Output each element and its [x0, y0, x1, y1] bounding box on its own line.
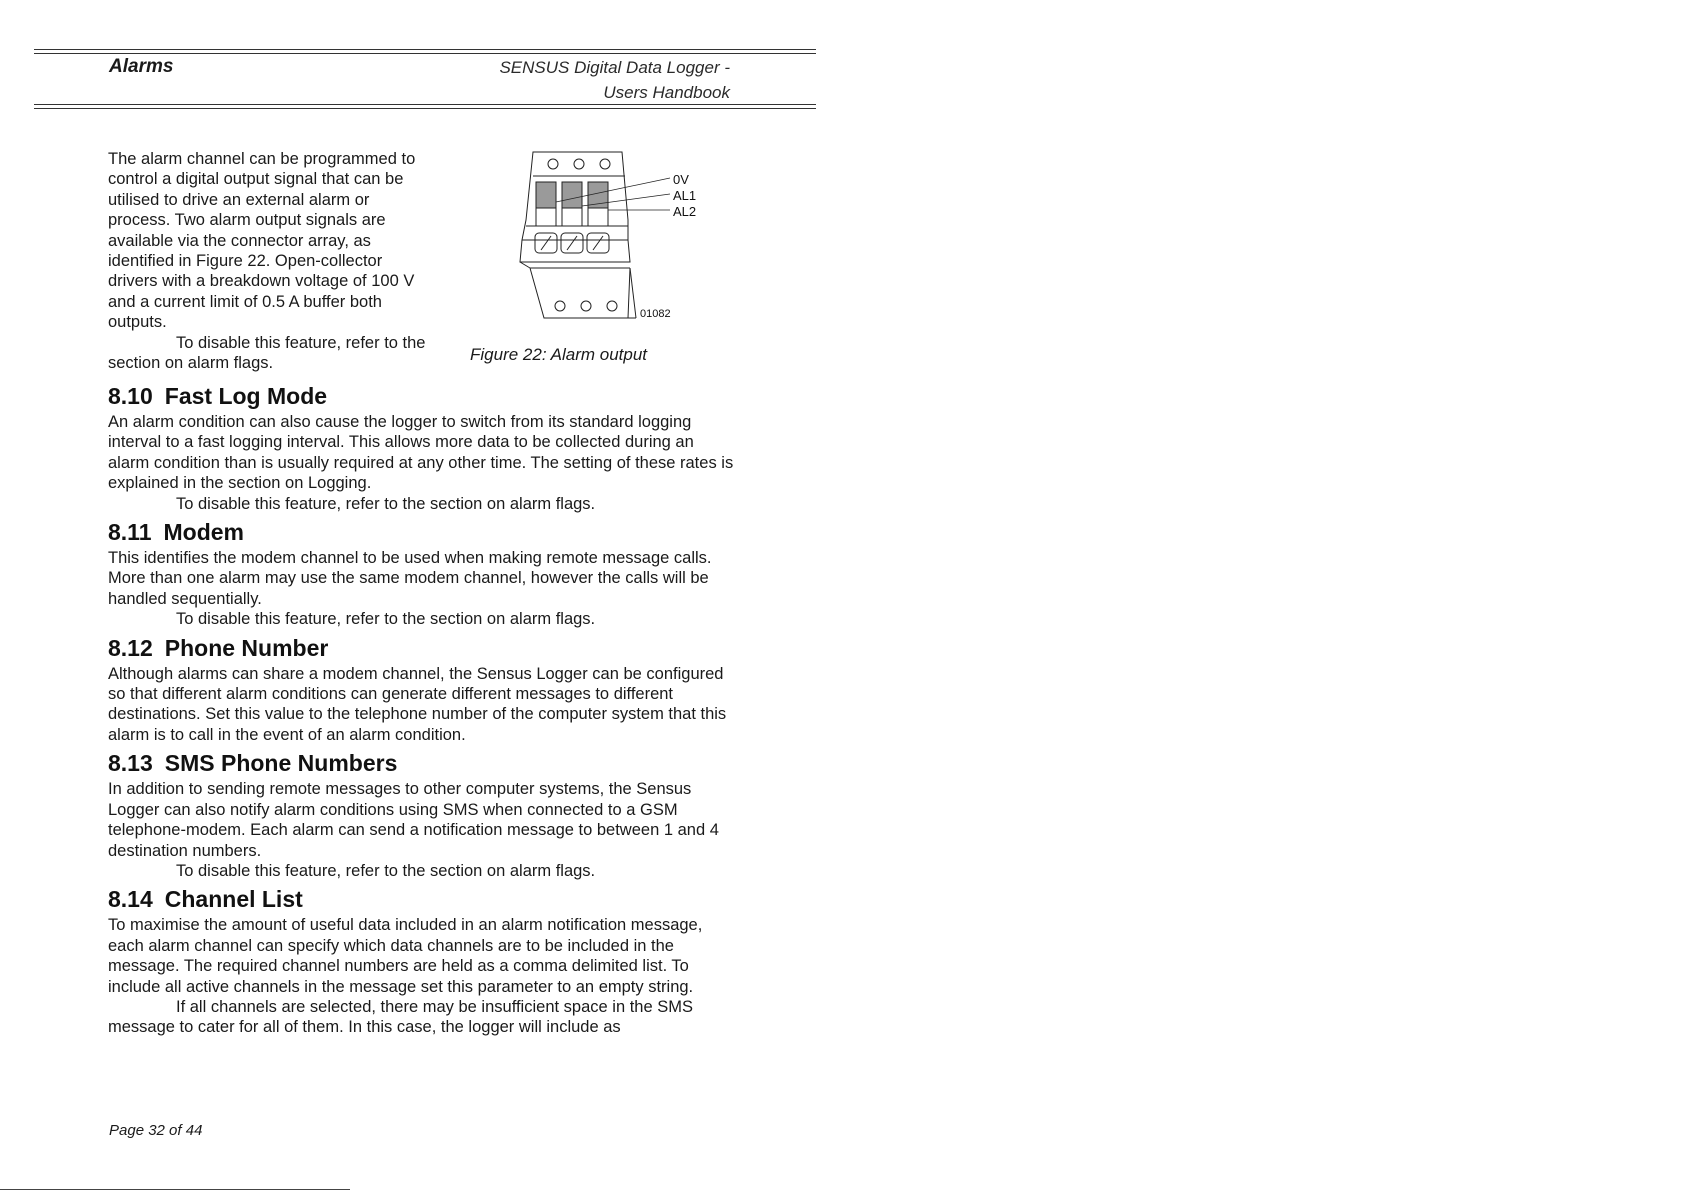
section-continuation: If all channels are selected, there may be insufficient space in the SMS message to cater for all of them. In this case, the logger will include as — [108, 997, 693, 1037]
main-content — [108, 378, 738, 1038]
header-section-title: Alarms — [109, 56, 174, 77]
section-paragraph: An alarm condition can also cause the logger to switch from its standard logging interval to a fast logging interval. This allows more data to be collected during an alarm condition than is usually required at any other time. The setting of these rates is explained in the section on Logging. — [108, 413, 734, 493]
header-rule-bottom-2 — [34, 108, 816, 109]
section-title: Modem — [163, 519, 244, 546]
section-paragraph: In addition to sending remote messages to other computer systems, the Sensus Logger can also notify alarm conditions using SMS when connected to a GSM telephone-modem. Each alarm can send a notification message to between 1 and 4 destination numbers. — [108, 780, 719, 860]
section-paragraph: Although alarms can share a modem channel, the Sensus Logger can be configured so that different alarm conditions can generate different messages to different destinations. Set this value to the telephone number of the computer system that this alarm is to call in the event of an alarm condition. — [108, 664, 727, 744]
section-number: 8.13 — [108, 750, 153, 777]
figure-code: 01082 — [640, 308, 671, 320]
section-disable-note: To disable this feature, refer to the section on alarm flags. — [176, 494, 596, 513]
bottom-edge-rule — [0, 1189, 350, 1190]
section-title: Fast Log Mode — [164, 383, 328, 409]
section-heading-8-12 — [108, 634, 738, 662]
intro-paragraph: The alarm channel can be programmed to control a digital output signal that can be utilised to drive an external alarm or process. Two alarm output signals are available via the connector array, as identified in Figure 22. Open-collector drivers with a breakdown voltage of 100 V and a current limit of 0.5 A buffer both outputs. — [108, 150, 416, 332]
figure-label-0v: 0V — [673, 172, 689, 187]
figure-label-al2: AL2 — [673, 204, 697, 219]
section-title: Phone Number — [164, 634, 329, 661]
alarm-connector-figure — [500, 140, 720, 340]
intro-text — [108, 149, 433, 373]
page-number: Page 32 of 44 — [109, 1122, 203, 1139]
section-paragraph: To maximise the amount of useful data included in an alarm notification message, each alarm channel can specify which data channels are to be included in the message. The required channel numbers are held as a comma delimited list. To include all active channels in the message set this parameter to an empty string. — [108, 916, 703, 996]
section-disable-note: To disable this feature, refer to the section on alarm flags. — [176, 610, 596, 629]
figure-caption: Figure 22: Alarm output — [470, 345, 648, 364]
header-rule-top-1 — [34, 49, 816, 50]
section-number: 8.14 — [108, 886, 153, 913]
section-title: SMS Phone Numbers — [164, 750, 398, 777]
section-heading-8-11 — [108, 518, 738, 546]
section-heading-8-10 — [108, 382, 738, 410]
header-doc-title-line2: Users Handbook — [603, 83, 730, 102]
header-doc-title-line1: SENSUS Digital Data Logger - — [499, 58, 730, 77]
section-paragraph: This identifies the modem channel to be used when making remote message calls. More than one alarm may use the same modem channel, however the calls will be handled sequentially. — [108, 549, 712, 608]
intro-disable-note: To disable this feature, refer to the section on alarm flags. — [108, 333, 426, 373]
section-number: 8.11 — [108, 519, 152, 546]
section-heading-8-13 — [108, 749, 738, 777]
section-heading-8-14 — [108, 885, 738, 913]
header-rule-top-2 — [34, 53, 816, 54]
section-number: 8.10 — [108, 383, 153, 409]
section-title: Channel List — [164, 886, 303, 913]
section-number: 8.12 — [108, 634, 153, 661]
figure-label-al1: AL1 — [673, 188, 697, 203]
section-disable-note: To disable this feature, refer to the section on alarm flags. — [176, 861, 596, 880]
header-document-title — [430, 55, 730, 105]
